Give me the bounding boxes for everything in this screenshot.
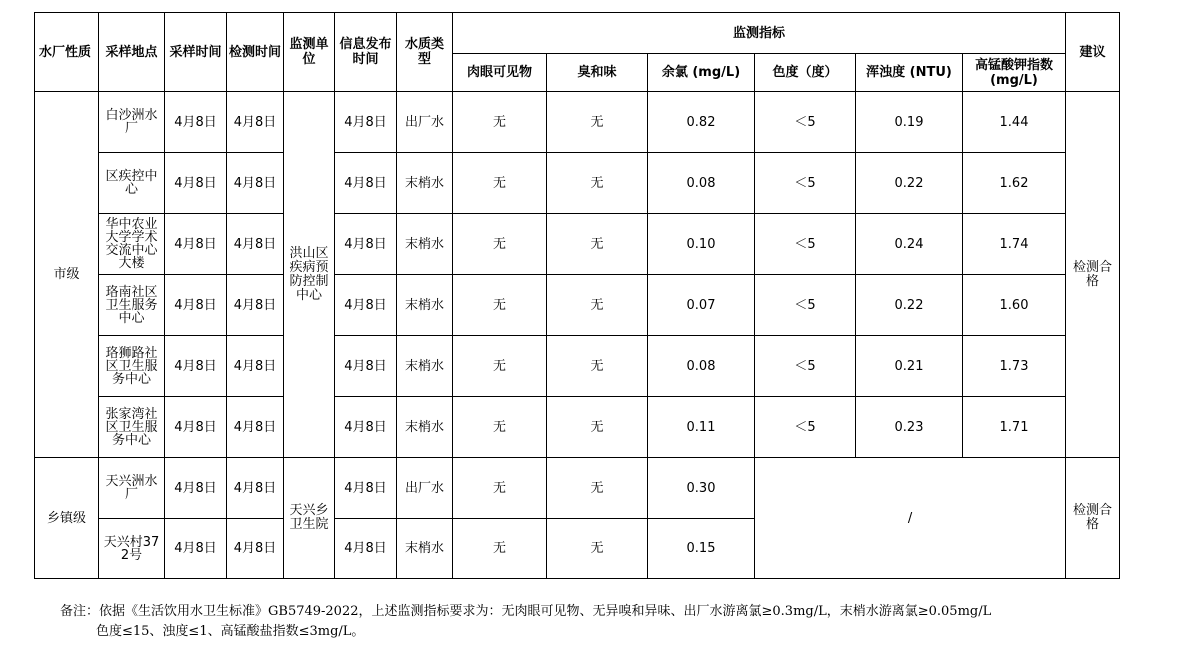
- turbidity: 0.21: [856, 336, 963, 397]
- color: ＜5: [755, 336, 856, 397]
- monitor-unit-tianxing: 天兴乡卫生院: [284, 458, 335, 579]
- publish-time: 4月8日: [335, 92, 397, 153]
- permanganate: 1.60: [963, 275, 1066, 336]
- turbidity: 0.23: [856, 397, 963, 458]
- visible-matter: 无: [453, 275, 547, 336]
- odor: 无: [547, 214, 648, 275]
- turbidity: 0.22: [856, 153, 963, 214]
- test-time: 4月8日: [227, 153, 284, 214]
- odor: 无: [547, 336, 648, 397]
- test-time: 4月8日: [227, 336, 284, 397]
- color: ＜5: [755, 397, 856, 458]
- sample-site: 张家湾社区卫生服务中心: [99, 397, 165, 458]
- header-color: 色度（度）: [755, 54, 856, 92]
- header-indicators: 监测指标: [453, 13, 1066, 54]
- footnote-line-2: 色度≤15、浊度≤1、高锰酸盐指数≤3mg/L。: [96, 624, 365, 639]
- turbidity: 0.19: [856, 92, 963, 153]
- chlorine: 0.07: [648, 275, 755, 336]
- publish-time: 4月8日: [335, 458, 397, 519]
- table-row: [35, 275, 1120, 336]
- header-water-type: 水质类型: [397, 13, 453, 92]
- water-type: 末梢水: [397, 214, 453, 275]
- header-row-1: [35, 13, 1120, 54]
- not-applicable: /: [755, 458, 1066, 579]
- water-type: 末梢水: [397, 397, 453, 458]
- water-quality-table: [34, 12, 1120, 579]
- odor: 无: [547, 275, 648, 336]
- header-monitor-unit: 监测单位: [284, 13, 335, 92]
- plant-nature-city: 市级: [35, 92, 99, 458]
- plant-nature-town: 乡镇级: [35, 458, 99, 579]
- publish-time: 4月8日: [335, 519, 397, 579]
- water-type: 末梢水: [397, 275, 453, 336]
- publish-time: 4月8日: [335, 214, 397, 275]
- odor: 无: [547, 519, 648, 579]
- footnote: [60, 602, 991, 642]
- publish-time: 4月8日: [335, 153, 397, 214]
- odor: 无: [547, 458, 648, 519]
- header-sample-site: 采样地点: [99, 13, 165, 92]
- publish-time: 4月8日: [335, 336, 397, 397]
- visible-matter: 无: [453, 397, 547, 458]
- visible-matter: 无: [453, 336, 547, 397]
- color: ＜5: [755, 92, 856, 153]
- chlorine: 0.10: [648, 214, 755, 275]
- visible-matter: 无: [453, 214, 547, 275]
- sample-time: 4月8日: [165, 458, 227, 519]
- color: ＜5: [755, 214, 856, 275]
- header-permanganate: 高锰酸钾指数(mg/L): [963, 54, 1066, 92]
- visible-matter: 无: [453, 153, 547, 214]
- color: ＜5: [755, 153, 856, 214]
- odor: 无: [547, 397, 648, 458]
- sample-time: 4月8日: [165, 336, 227, 397]
- header-visible: 肉眼可见物: [453, 54, 547, 92]
- permanganate: 1.44: [963, 92, 1066, 153]
- header-publish-time: 信息发布时间: [335, 13, 397, 92]
- table-row: [35, 397, 1120, 458]
- turbidity: 0.22: [856, 275, 963, 336]
- color: ＜5: [755, 275, 856, 336]
- water-type: 出厂水: [397, 92, 453, 153]
- header-sample-time: 采样时间: [165, 13, 227, 92]
- footnote-line-1: 备注：依据《生活饮用水卫生标准》GB5749-2022，上述监测指标要求为：无肉眼可见物、无异嗅和异味、出厂水游离氯≥0.3mg/L，末梢水游离氯≥0.05mg/L: [60, 604, 992, 619]
- header-turbidity: 浑浊度 (NTU): [856, 54, 963, 92]
- test-time: 4月8日: [227, 519, 284, 579]
- chlorine: 0.11: [648, 397, 755, 458]
- odor: 无: [547, 153, 648, 214]
- table-row: [35, 336, 1120, 397]
- header-plant-nature: 水厂性质: [35, 13, 99, 92]
- table-row: [35, 153, 1120, 214]
- test-time: 4月8日: [227, 214, 284, 275]
- permanganate: 1.73: [963, 336, 1066, 397]
- permanganate: 1.71: [963, 397, 1066, 458]
- publish-time: 4月8日: [335, 397, 397, 458]
- visible-matter: 无: [453, 458, 547, 519]
- visible-matter: 无: [453, 519, 547, 579]
- sample-site: 天兴洲水厂: [99, 458, 165, 519]
- odor: 无: [547, 92, 648, 153]
- test-time: 4月8日: [227, 275, 284, 336]
- sample-site: 白沙洲水厂: [99, 92, 165, 153]
- chlorine: 0.15: [648, 519, 755, 579]
- table-row: [35, 92, 1120, 153]
- test-time: 4月8日: [227, 92, 284, 153]
- test-time: 4月8日: [227, 397, 284, 458]
- sample-time: 4月8日: [165, 153, 227, 214]
- table-row: [35, 458, 1120, 519]
- chlorine: 0.08: [648, 153, 755, 214]
- sample-time: 4月8日: [165, 92, 227, 153]
- header-odor: 臭和味: [547, 54, 648, 92]
- sample-site: 区疾控中心: [99, 153, 165, 214]
- permanganate: 1.74: [963, 214, 1066, 275]
- test-time: 4月8日: [227, 458, 284, 519]
- table-row: [35, 214, 1120, 275]
- water-type: 末梢水: [397, 336, 453, 397]
- advice-town: 检测合格: [1066, 458, 1120, 579]
- publish-time: 4月8日: [335, 275, 397, 336]
- turbidity: 0.24: [856, 214, 963, 275]
- sample-time: 4月8日: [165, 397, 227, 458]
- water-type: 出厂水: [397, 458, 453, 519]
- water-type: 末梢水: [397, 519, 453, 579]
- chlorine: 0.82: [648, 92, 755, 153]
- water-type: 末梢水: [397, 153, 453, 214]
- sample-time: 4月8日: [165, 275, 227, 336]
- visible-matter: 无: [453, 92, 547, 153]
- advice-city: 检测合格: [1066, 92, 1120, 458]
- sample-site: 华中农业大学学术交流中心大楼: [99, 214, 165, 275]
- sample-site: 珞南社区卫生服务中心: [99, 275, 165, 336]
- monitor-unit-hongshan-cdc: 洪山区疾病预防控制中心: [284, 92, 335, 458]
- chlorine: 0.30: [648, 458, 755, 519]
- header-advice: 建议: [1066, 13, 1120, 92]
- header-test-time: 检测时间: [227, 13, 284, 92]
- chlorine: 0.08: [648, 336, 755, 397]
- permanganate: 1.62: [963, 153, 1066, 214]
- sample-site: 珞狮路社区卫生服务中心: [99, 336, 165, 397]
- header-chlorine: 余氯 (mg/L): [648, 54, 755, 92]
- sample-site: 天兴村372号: [99, 519, 165, 579]
- sample-time: 4月8日: [165, 519, 227, 579]
- sample-time: 4月8日: [165, 214, 227, 275]
